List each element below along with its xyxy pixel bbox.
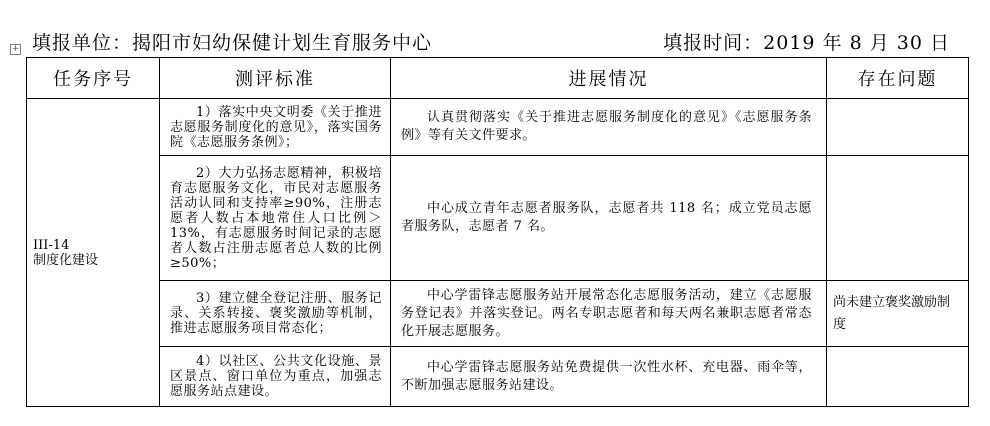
table-header-row bbox=[27, 58, 969, 99]
col-header-progress: 进展情况 bbox=[391, 58, 827, 99]
col-header-task-number: 任务序号 bbox=[27, 58, 160, 99]
progress-cell: 中心成立青年志愿者服务队，志愿者共 118 名；成立党员志愿者服务队，志愿者 7 名。 bbox=[391, 156, 827, 281]
task-name: 制度化建设 bbox=[33, 252, 99, 268]
standard-cell: 1）落实中央文明委《关于推进志愿服务制度化的意见》，落实国务院《志愿服务条例》； bbox=[160, 99, 391, 156]
progress-cell: 中心学雷锋志愿服务站开展常态化志愿服务活动，建立《志愿服务登记表》并落实登记。两名专职志愿者和每天两名兼职志愿者常态化开展志愿服务。 bbox=[391, 281, 827, 347]
issue-cell bbox=[827, 347, 969, 407]
reporting-date: 填报时间：2019 年 8 月 30 日 bbox=[663, 32, 950, 54]
task-cell bbox=[27, 99, 160, 407]
reporting-unit: 填报单位：揭阳市妇幼保健计划生育服务中心 bbox=[32, 32, 433, 54]
standard-cell: 4）以社区、公共文化设施、景区景点、窗口单位为重点，加强志愿服务站点建设。 bbox=[160, 347, 391, 407]
issue-cell bbox=[827, 99, 969, 156]
standard-cell: 3）建立健全登记注册、服务记录、关系转接、褒奖激励等机制，推进志愿服务项目常态化； bbox=[160, 281, 391, 347]
move-handle-icon[interactable]: + bbox=[11, 44, 20, 54]
issue-cell: 尚未建立褒奖激励制度 bbox=[827, 281, 969, 347]
progress-cell: 认真贯彻落实《关于推进志愿服务制度化的意见》《志愿服务条例》等有关文件要求。 bbox=[391, 99, 827, 156]
progress-cell: 中心学雷锋志愿服务站免费提供一次性水杯、充电器、雨伞等，不断加强志愿服务站建设。 bbox=[391, 347, 827, 407]
task-id: III-14 bbox=[33, 237, 70, 253]
evaluation-table bbox=[26, 57, 969, 407]
table-row bbox=[27, 347, 969, 407]
table-row bbox=[27, 281, 969, 347]
table-row bbox=[27, 156, 969, 281]
standard-cell: 2）大力弘扬志愿精神，积极培育志愿服务文化，市民对志愿服务活动认同和支持率≥90%，注册志愿者人数占本地常住人口比例＞13%，有志愿服务时间记录的志愿者人数占注册志愿者总人数的比例≥50%； bbox=[160, 156, 391, 281]
table-row bbox=[27, 99, 969, 156]
col-header-standard: 测评标准 bbox=[160, 58, 391, 99]
col-header-issues: 存在问题 bbox=[827, 58, 969, 99]
issue-cell bbox=[827, 156, 969, 281]
